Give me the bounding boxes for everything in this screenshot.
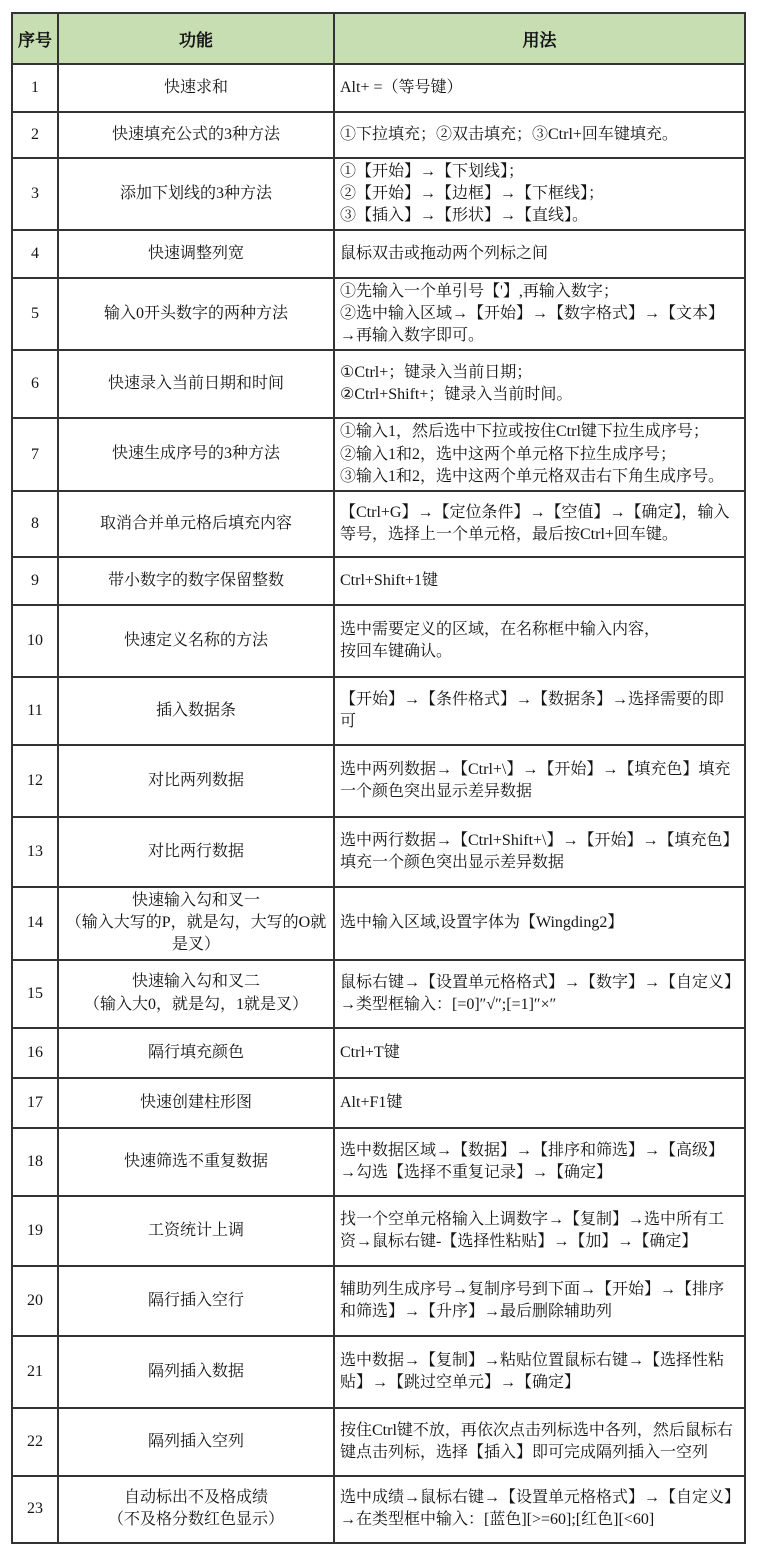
- function-cell: 对比两列数据: [58, 745, 334, 817]
- row-number: 18: [12, 1128, 58, 1196]
- row-number: 23: [12, 1476, 58, 1543]
- table-row: [12, 960, 745, 1028]
- table-row: [12, 278, 745, 350]
- usage-cell: 选中需要定义的区域，在名称框中输入内容， 按回车键确认。: [334, 605, 745, 677]
- row-number: 5: [12, 278, 58, 350]
- usage-cell: ①下拉填充；②双击填充；③Ctrl+回车键填充。: [334, 112, 745, 158]
- row-number: 16: [12, 1028, 58, 1078]
- function-cell: 隔行插入空行: [58, 1266, 334, 1336]
- usage-cell: Alt+F1键: [334, 1078, 745, 1128]
- usage-cell: ①输入1，然后选中下拉或按住Ctrl键下拉生成序号； ②输入1和2，选中这两个单元格下拉生成序号； ③输入1和2，选中这两个单元格双击右下角生成序号。: [334, 418, 745, 490]
- function-cell: 自动标出不及格成绩 （不及格分数红色显示）: [58, 1476, 334, 1543]
- usage-cell: 选中数据→【复制】→粘贴位置鼠标右键→【选择性粘贴】→【跳过空单元】→【确定】: [334, 1336, 745, 1408]
- table-row: [12, 158, 745, 230]
- row-number: 3: [12, 158, 58, 230]
- function-cell: 快速创建柱形图: [58, 1078, 334, 1128]
- table-row: [12, 677, 745, 745]
- row-number: 7: [12, 418, 58, 490]
- usage-cell: 【Ctrl+G】→【定位条件】→【空值】→【确定】，输入等号，选择上一个单元格，最后按Ctrl+回车键。: [334, 491, 745, 557]
- function-cell: 快速筛选不重复数据: [58, 1128, 334, 1196]
- row-number: 4: [12, 230, 58, 278]
- usage-cell: 辅助列生成序号→复制序号到下面→【开始】→【排序和筛选】→【升序】→最后删除辅助列: [334, 1266, 745, 1336]
- row-number: 13: [12, 817, 58, 887]
- row-number: 12: [12, 745, 58, 817]
- table-row: [12, 1266, 745, 1336]
- table-row: [12, 745, 745, 817]
- table-row: [12, 1028, 745, 1078]
- function-cell: 隔列插入空列: [58, 1408, 334, 1476]
- function-cell: 隔列插入数据: [58, 1336, 334, 1408]
- table-row: [12, 1476, 745, 1543]
- function-cell: 快速求和: [58, 64, 334, 112]
- function-cell: 快速输入勾和叉二 （输入大0，就是勾，1就是叉）: [58, 960, 334, 1028]
- row-number: 17: [12, 1078, 58, 1128]
- header-cell-usage: 用法: [334, 13, 745, 64]
- header-cell-function: 功能: [58, 13, 334, 64]
- row-number: 8: [12, 491, 58, 557]
- row-number: 22: [12, 1408, 58, 1476]
- row-number: 19: [12, 1196, 58, 1266]
- function-cell: 添加下划线的3种方法: [58, 158, 334, 230]
- function-cell: 快速录入当前日期和时间: [58, 350, 334, 418]
- usage-cell: Ctrl+T键: [334, 1028, 745, 1078]
- row-number: 6: [12, 350, 58, 418]
- function-cell: 输入0开头数字的两种方法: [58, 278, 334, 350]
- table-row: [12, 350, 745, 418]
- function-cell: 隔行填充颜色: [58, 1028, 334, 1078]
- table-row: [12, 1128, 745, 1196]
- usage-cell: 鼠标双击或拖动两个列标之间: [334, 230, 745, 278]
- usage-cell: 【开始】→【条件格式】→【数据条】→选择需要的即可: [334, 677, 745, 745]
- function-cell: 插入数据条: [58, 677, 334, 745]
- table-row: [12, 230, 745, 278]
- row-number: 10: [12, 605, 58, 677]
- row-number: 20: [12, 1266, 58, 1336]
- usage-cell: 找一个空单元格输入上调数字→【复制】→选中所有工资→鼠标右键-【选择性粘贴】→【加】→【确定】: [334, 1196, 745, 1266]
- usage-cell: 选中两行数据→【Ctrl+Shift+\】→【开始】→【填充色】填充一个颜色突出显示差异数据: [334, 817, 745, 887]
- table-row: [12, 887, 745, 960]
- row-number: 2: [12, 112, 58, 158]
- header-cell-no: 序号: [12, 13, 58, 64]
- row-number: 21: [12, 1336, 58, 1408]
- table-row: [12, 1078, 745, 1128]
- table-row: [12, 1408, 745, 1476]
- table-row: [12, 1336, 745, 1408]
- function-cell: 取消合并单元格后填充内容: [58, 491, 334, 557]
- function-cell: 快速定义名称的方法: [58, 605, 334, 677]
- table-row: [12, 64, 745, 112]
- usage-cell: ①【开始】→【下划线】； ②【开始】→【边框】→【下框线】； ③【插入】→【形状】→【直线】。: [334, 158, 745, 230]
- usage-cell: 选中成绩→鼠标右键→【设置单元格格式】→【自定义】→在类型框中输入：[蓝色][>=60];[红色][<60]: [334, 1476, 745, 1543]
- usage-cell: Ctrl+Shift+1键: [334, 557, 745, 605]
- usage-cell: ①Ctrl+；键录入当前日期； ②Ctrl+Shift+；键录入当前时间。: [334, 350, 745, 418]
- table-row: [12, 418, 745, 490]
- function-cell: 快速输入勾和叉一 （输入大写的P，就是勾，大写的O就是叉）: [58, 887, 334, 960]
- row-number: 14: [12, 887, 58, 960]
- usage-cell: ①先输入一个单引号【'】,再输入数字； ②选中输入区域→【开始】→【数字格式】→【文本】→再输入数字即可。: [334, 278, 745, 350]
- row-number: 9: [12, 557, 58, 605]
- table-row: [12, 112, 745, 158]
- row-number: 11: [12, 677, 58, 745]
- header-row: [12, 13, 745, 64]
- usage-cell: 选中输入区域,设置字体为【Wingding2】: [334, 887, 745, 960]
- table-row: [12, 817, 745, 887]
- usage-cell: 鼠标右键→【设置单元格格式】→【数字】→【自定义】→类型框输入：[=0]″√″;[=1]″×″: [334, 960, 745, 1028]
- row-number: 15: [12, 960, 58, 1028]
- table-row: [12, 1196, 745, 1266]
- excel-tips-table: [11, 12, 746, 1544]
- function-cell: 快速调整列宽: [58, 230, 334, 278]
- usage-cell: 按住Ctrl键不放，再依次点击列标选中各列，然后鼠标右键点击列标，选择【插入】即可完成隔列插入一空列: [334, 1408, 745, 1476]
- usage-cell: 选中数据区域→【数据】→【排序和筛选】→【高级】→勾选【选择不重复记录】→【确定】: [334, 1128, 745, 1196]
- table-row: [12, 557, 745, 605]
- function-cell: 快速生成序号的3种方法: [58, 418, 334, 490]
- usage-cell: 选中两列数据→【Ctrl+\】→【开始】→【填充色】填充一个颜色突出显示差异数据: [334, 745, 745, 817]
- function-cell: 快速填充公式的3种方法: [58, 112, 334, 158]
- function-cell: 工资统计上调: [58, 1196, 334, 1266]
- row-number: 1: [12, 64, 58, 112]
- usage-cell: Alt+ =（等号键）: [334, 64, 745, 112]
- function-cell: 带小数字的数字保留整数: [58, 557, 334, 605]
- function-cell: 对比两行数据: [58, 817, 334, 887]
- table-row: [12, 491, 745, 557]
- table-row: [12, 605, 745, 677]
